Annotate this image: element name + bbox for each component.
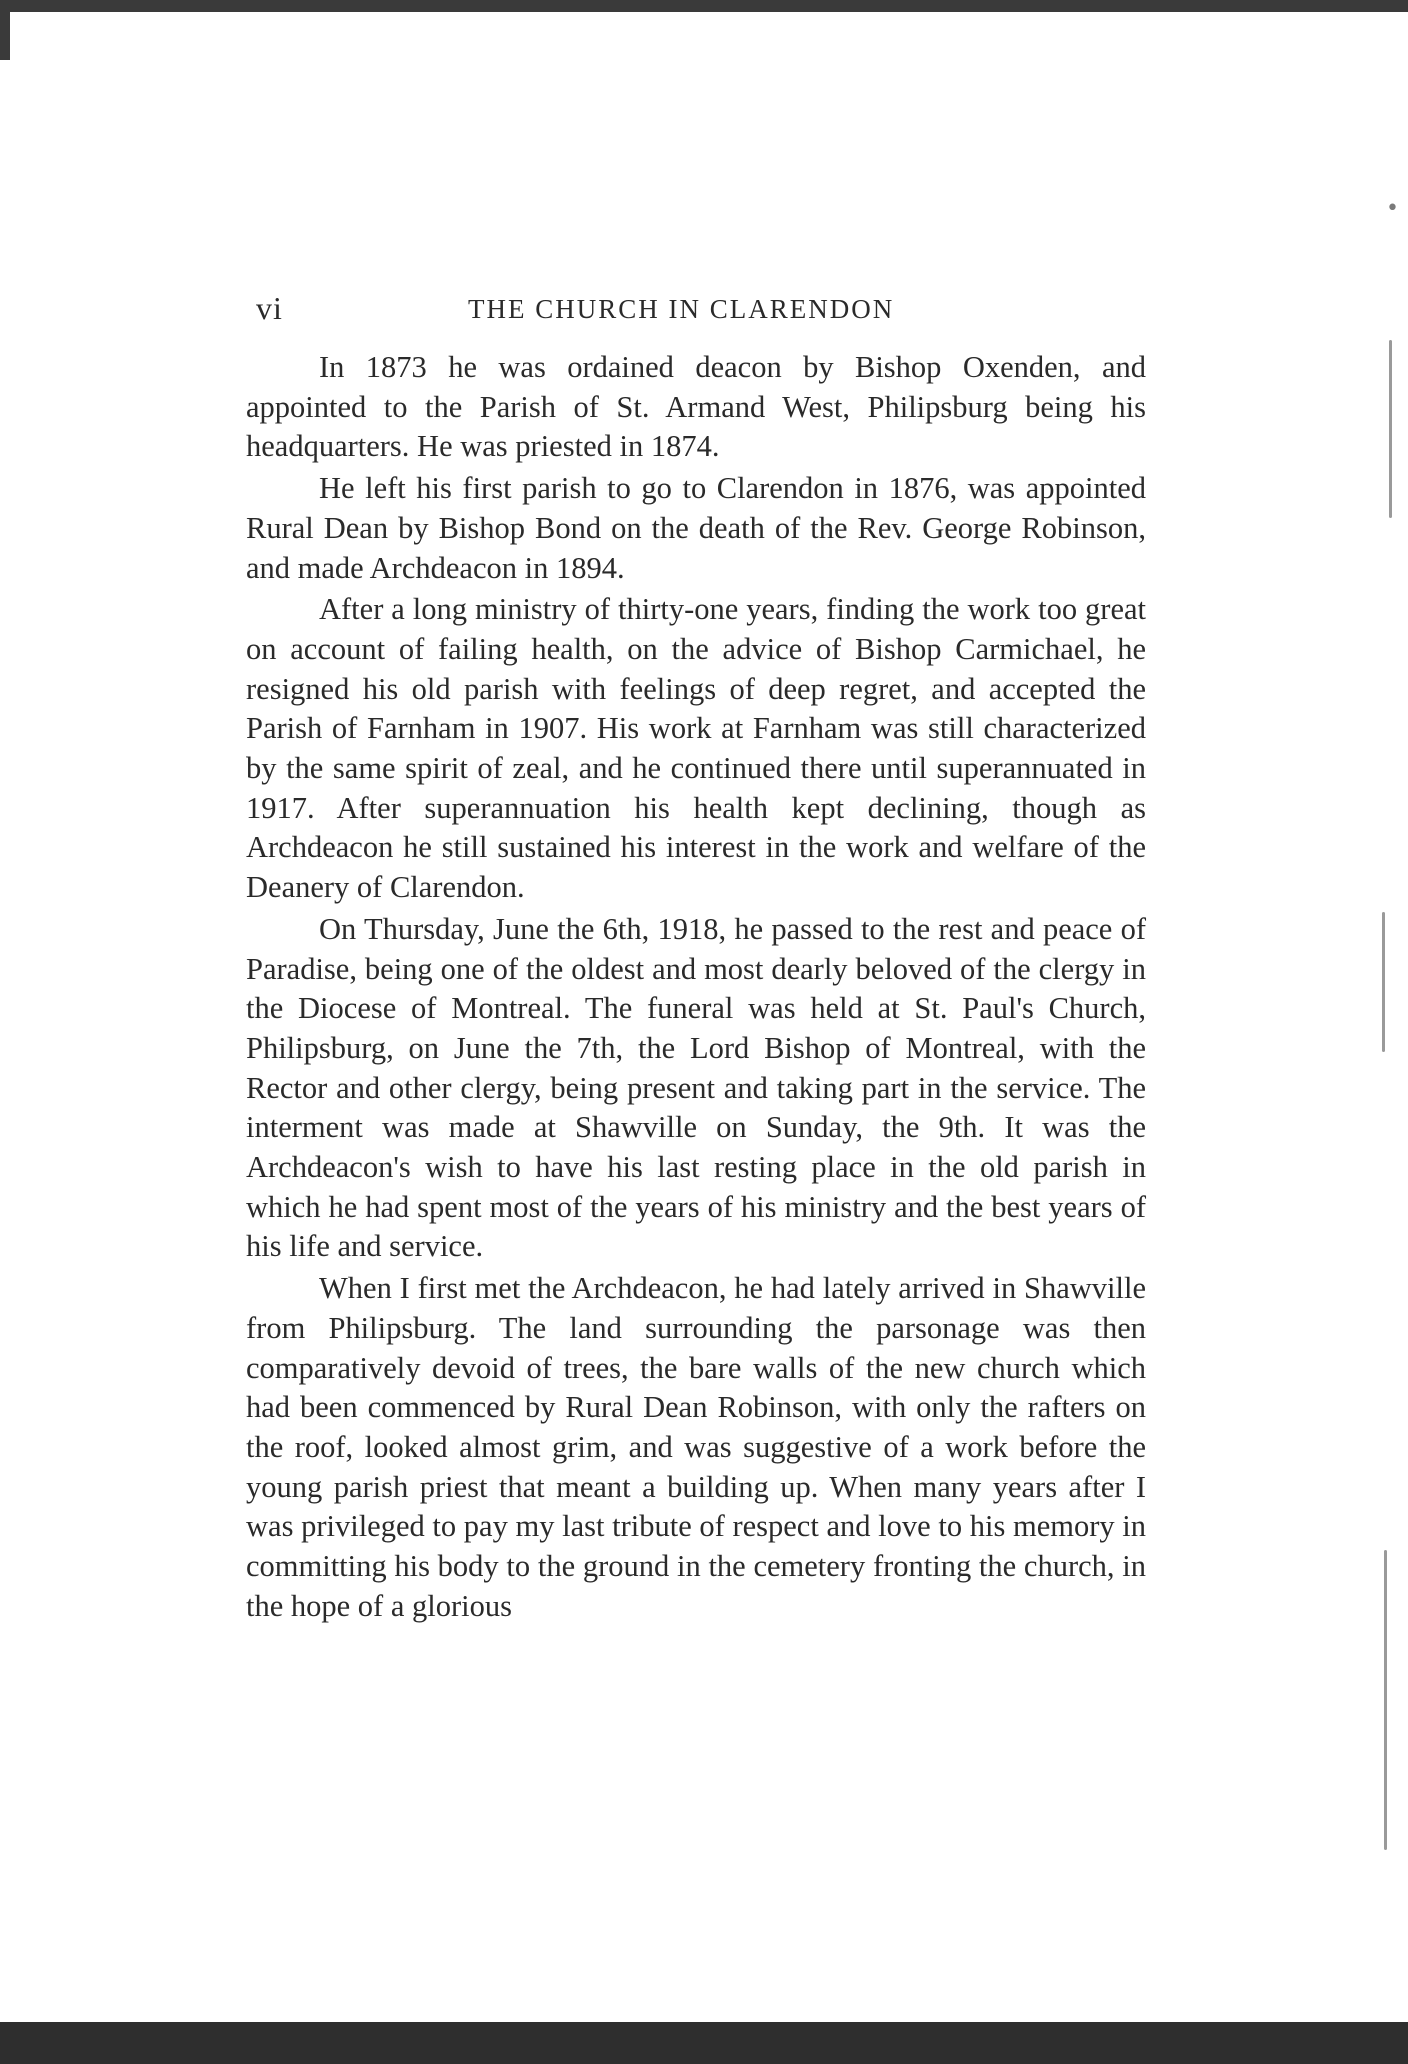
paragraph: He left his first parish to go to Clarendon in 1876, was appointed Rural Dean by Bishop Bond on the death of the Rev. George Robinson, and made Archdeacon in 1894.: [246, 471, 1146, 585]
running-title: THE CHURCH IN CLARENDON: [468, 294, 895, 324]
scan-border-top: [0, 0, 1408, 12]
paragraph: On Thursday, June the 6th, 1918, he passed to the rest and peace of Paradise, being one of the oldest and most dearly beloved of the clergy in the Diocese of Montreal. The funeral was held at St. Paul's Church, Philipsburg, on June the 7th, the Lord Bishop of Montreal, with the Rector and other clergy, being present and taking part in the service. The interment was made at Shawville on Sunday, the 9th. It was the Archdeacon's wish to have his last resting place in the old parish in which he had spent most of the years of his ministry and the best years of his life and service.: [246, 911, 1146, 1264]
paragraph: After a long ministry of thirty-one years, finding the work too great on account of failing health, on the advice of Bishop Carmichael, he resigned his old parish with feelings of deep regret, and accepted the Parish of Farnham in 1907. His work at Farnham was still characterized by the same spirit of zeal, and he continued there until superannuated in 1917. After superannuation his health kept declining, though as Archdeacon he still sustained his interest in the work and welfare of the Deanery of Clarendon.: [246, 592, 1146, 905]
margin-mark: [1382, 912, 1385, 1052]
paragraph: In 1873 he was ordained deacon by Bishop Oxenden, and appointed to the Parish of St. Armand West, Philipsburg being his headquarters. He was priested in 1874.: [246, 350, 1146, 464]
scan-border-left: [0, 0, 10, 60]
scan-border-bottom: [0, 2022, 1408, 2064]
page-number: vi: [256, 290, 283, 326]
margin-mark: [1389, 340, 1392, 518]
margin-mark: •: [1386, 196, 1399, 221]
book-page: [246, 280, 1146, 1629]
margin-mark: [1384, 1550, 1387, 1850]
running-head: [246, 280, 1146, 340]
paragraph: When I first met the Archdeacon, he had lately arrived in Shawville from Philipsburg. The land surrounding the parsonage was then comparatively devoid of trees, the bare walls of the new church which had been commenced by Rural Dean Robinson, with only the rafters on the roof, looked almost grim, and was suggestive of a work before the young parish priest that meant a building up. When many years after I was privileged to pay my last tribute of respect and love to his memory in committing his body to the ground in the cemetery fronting the church, in the hope of a glorious: [246, 1271, 1146, 1623]
body-text: [246, 348, 1146, 1627]
